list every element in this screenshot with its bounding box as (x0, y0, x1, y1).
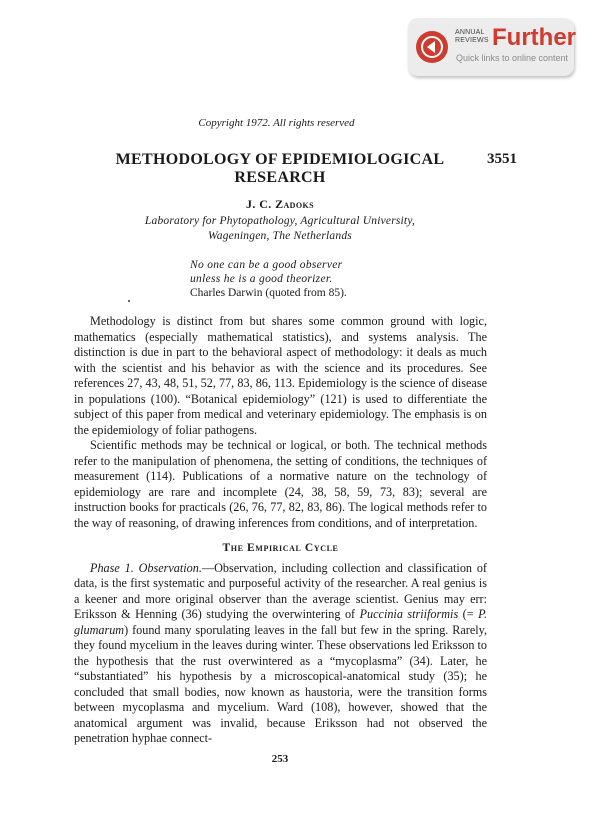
title-line-2: RESEARCH (234, 169, 326, 186)
paragraph-intro: Methodology is distinct from but shares some common ground with logic, mathematics (especially mathematical statistics), and systems analysis. The distinction is due in part to the behavioral aspect of methodology: it deals as much with the scientist and his behavior as with the science and its procedures. See references 27, 43, 48, 51, 52, 77, 83, 86, 113. Epidemiology is the science of disease in populations (100). “Botanical epidemiology” (121) is used to differentiate the subject of this paper from medical and veterinary epidemiology. The emphasis is on the epidemiology of foliar pathogens. (74, 314, 487, 437)
further-subtitle: Quick links to online content (456, 53, 569, 63)
paragraph-methods: Scientific methods may be technical or logical, or both. The technical methods refer to the manipulation of phenomena, the setting of conditions, the techniques of measurement (114). Publications of a normative nature on the technology of epidemiology are rare and incomplete (24, 38, 58, 59, 73, 83); several are instruction books for practicals (26, 76, 77, 82, 83, 86). The logical methods refer to the way of reasoning, of drawing inferences from conditions, and of interpretation. (74, 438, 487, 530)
phase-label: Phase 1. Observation. (90, 560, 202, 575)
phase-text-a: —Observation, including collection and classification of data, is the first systematic and purposeful activity of the researcher. A real genius is a keener and more original observer than the average scientist. Genius may err: Eriksson & Henning (36) studying the overwintering of (74, 560, 487, 621)
epigraph (190, 258, 380, 300)
annual-label: ANNUAL (455, 29, 485, 36)
reviews-label: REVIEWS (455, 37, 489, 44)
copyright-notice: Copyright 1972. All rights reserved (198, 117, 355, 129)
phase-text-c: ) found many sporulating leaves in the fall but few in the spring. Rarely, they found mycelium in the leaves during winter. These observations led Eriksson to the hypothesis that the rust overwintered as a “mycoplasma” (34). Later, he “substantiated” his hypothesis by a microscopical-anatomical study (35); he concluded that small bodies, now known as haustoria, were the transition forms between mycoplasma and mycelium. Ward (108), however, showed that the anatomical argument was invalid, because Eriksson had not observed the penetration hyphae connect- (74, 622, 487, 745)
affiliation-line-1: Laboratory for Phytopathology, Agricultural University, (144, 215, 416, 227)
paragraph-phase-1 (74, 561, 487, 747)
author-affiliation (100, 214, 460, 244)
epigraph-line-1: No one can be a good observer (190, 259, 343, 271)
article-body (74, 314, 487, 747)
section-heading: The Empirical Cycle (222, 542, 339, 554)
species-name: Puccinia striiformis (359, 607, 459, 621)
further-links-badge[interactable] (408, 18, 574, 76)
epigraph-line-2: unless he is a good theorizer. (190, 273, 333, 285)
title-line-1: METHODOLOGY OF EPIDEMIOLOGICAL (115, 151, 445, 168)
article-code: 3551 (487, 151, 517, 167)
phase-text-b: (= (458, 607, 479, 621)
affiliation-line-2: Wageningen, The Netherlands (208, 230, 352, 242)
author-name: J. C. Zadoks (246, 197, 314, 211)
print-speck (128, 300, 130, 302)
article-title (100, 151, 460, 187)
epigraph-attribution: Charles Darwin (quoted from 85). (190, 287, 347, 299)
species-synonym: P. glumarum (74, 607, 487, 637)
further-brand: Further (492, 24, 576, 51)
page-number: 253 (271, 753, 289, 765)
back-arrow-icon (416, 31, 448, 63)
annual-reviews-logo-text (455, 29, 489, 45)
